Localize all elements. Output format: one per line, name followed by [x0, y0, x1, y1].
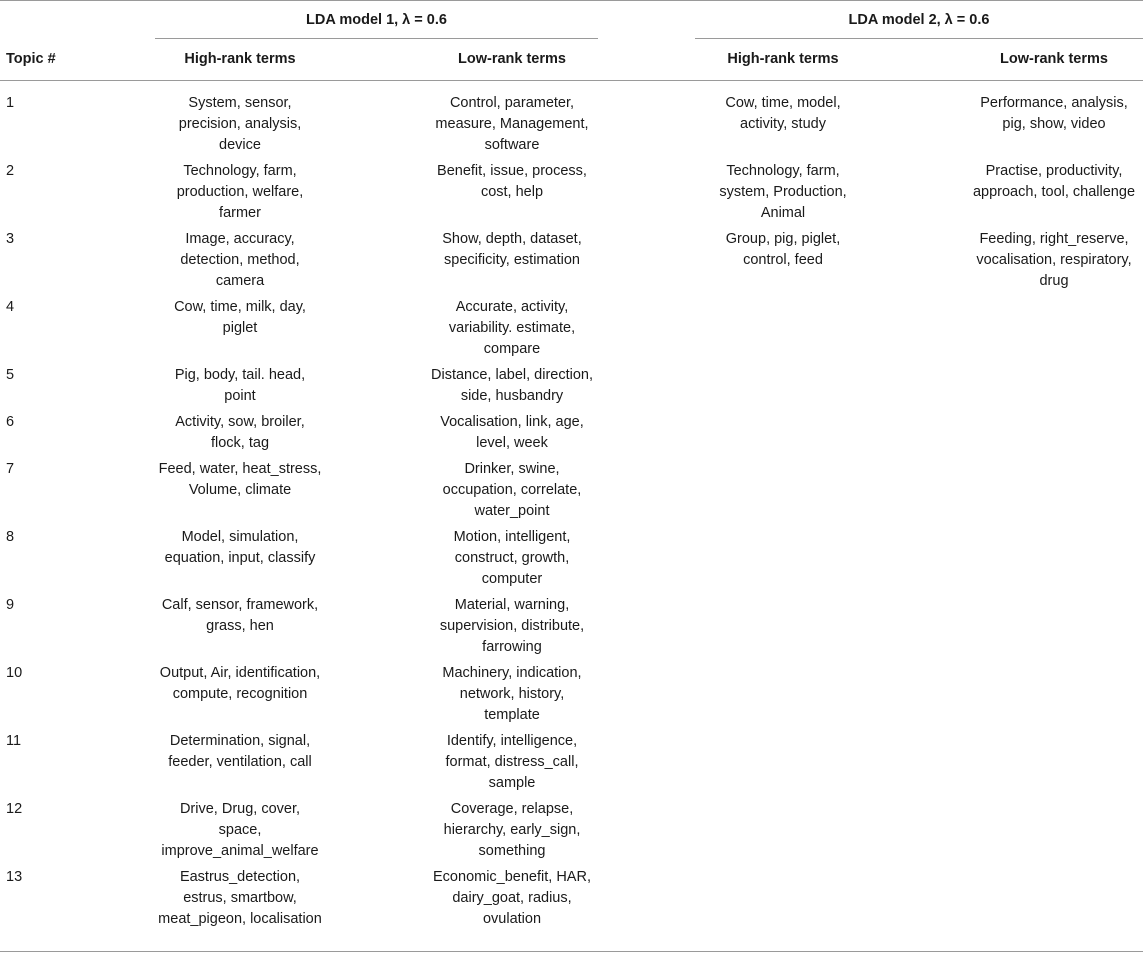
- cell-line: Coverage, relapse,: [450, 801, 574, 817]
- cell-topic-number: 10: [6, 665, 23, 681]
- cell-line: network, history,: [459, 686, 565, 702]
- group-rule-model-1: [155, 38, 598, 39]
- cell-m1-high: [140, 799, 340, 862]
- cell-m2-high: [683, 93, 883, 135]
- cell-m1-low: [412, 93, 612, 156]
- cell-line: Show, depth, dataset,: [442, 231, 582, 247]
- cell-topic-number: 2: [6, 163, 15, 179]
- cell-line: Output, Air, identification,: [159, 665, 321, 681]
- cell-line: Pig, body, tail. head,: [174, 367, 306, 383]
- cell-line: Vocalisation, link, age,: [440, 414, 584, 430]
- group-rule-model-2: [695, 38, 1143, 39]
- cell-m1-high: [140, 731, 340, 773]
- cell-line: Feeding, right_reserve,: [979, 231, 1129, 247]
- cell-m2-low: [954, 161, 1143, 203]
- cell-m1-low: [412, 161, 612, 203]
- cell-line: occupation, correlate,: [442, 482, 582, 498]
- cell-line: Distance, label, direction,: [431, 367, 593, 383]
- col-header-m2-low: Low-rank terms: [1000, 51, 1108, 67]
- cell-line: pig, show, video: [1002, 116, 1106, 132]
- cell-line: Drive, Drug, cover,: [179, 801, 301, 817]
- cell-m1-high: [140, 663, 340, 705]
- cell-line: Cow, time, model,: [725, 95, 841, 111]
- cell-line: Group, pig, piglet,: [725, 231, 841, 247]
- cell-m1-low: [412, 229, 612, 271]
- cell-line: level, week: [476, 435, 548, 451]
- cell-line: farrowing: [482, 639, 542, 655]
- cell-line: Benefit, issue, process,: [437, 163, 587, 179]
- cell-line: Determination, signal,: [169, 733, 311, 749]
- cell-m1-low: [412, 527, 612, 590]
- cell-line: drug: [1039, 273, 1069, 289]
- cell-m1-high: [140, 161, 340, 224]
- cell-topic-number: 13: [6, 869, 23, 885]
- cell-line: hierarchy, early_sign,: [443, 822, 581, 838]
- col-header-m1-low: Low-rank terms: [458, 51, 566, 67]
- cell-line: flock, tag: [210, 435, 270, 451]
- cell-m1-low: [412, 867, 612, 930]
- cell-line: piglet: [222, 320, 258, 336]
- bottom-rule: [0, 951, 1143, 952]
- cell-topic-number: 1: [6, 95, 15, 111]
- cell-line: Accurate, activity,: [455, 299, 569, 315]
- cell-line: Feed, water, heat_stress,: [158, 461, 322, 477]
- cell-line: compute, recognition: [172, 686, 308, 702]
- cell-line: Motion, intelligent,: [453, 529, 571, 545]
- cell-line: approach, tool, challenge: [972, 184, 1136, 200]
- cell-m1-high: [140, 595, 340, 637]
- group-header-model-2: LDA model 2, λ = 0.6: [848, 12, 990, 28]
- cell-line: Image, accuracy,: [185, 231, 295, 247]
- cell-topic-number: 8: [6, 529, 15, 545]
- cell-line: Drinker, swine,: [464, 461, 560, 477]
- cell-m1-low: [412, 663, 612, 726]
- cell-line: template: [484, 707, 540, 723]
- cell-line: Technology, farm,: [726, 163, 840, 179]
- cell-topic-number: 4: [6, 299, 15, 315]
- cell-m1-high: [140, 229, 340, 292]
- cell-line: Practise, productivity,: [985, 163, 1123, 179]
- cell-line: equation, input, classify: [164, 550, 316, 566]
- cell-line: Volume, climate: [188, 482, 292, 498]
- cell-topic-number: 3: [6, 231, 15, 247]
- cell-line: construct, growth,: [454, 550, 570, 566]
- col-header-m1-high: High-rank terms: [184, 51, 296, 67]
- cell-m1-high: [140, 365, 340, 407]
- cell-line: point: [224, 388, 256, 404]
- cell-line: Cow, time, milk, day,: [174, 299, 306, 315]
- cell-topic-number: 6: [6, 414, 15, 430]
- cell-line: computer: [481, 571, 543, 587]
- cell-m1-low: [412, 297, 612, 360]
- cell-line: detection, method,: [180, 252, 300, 268]
- cell-line: variability. estimate,: [448, 320, 576, 336]
- cell-topic-number: 12: [6, 801, 23, 817]
- cell-line: Control, parameter,: [449, 95, 575, 111]
- cell-line: device: [219, 137, 261, 153]
- cell-m1-low: [412, 595, 612, 658]
- col-header-m2-high: High-rank terms: [727, 51, 839, 67]
- cell-line: cost, help: [480, 184, 544, 200]
- cell-line: Economic_benefit, HAR,: [433, 869, 591, 885]
- cell-topic-number: 9: [6, 597, 15, 613]
- cell-line: Activity, sow, broiler,: [175, 414, 305, 430]
- cell-m1-high: [140, 93, 340, 156]
- cell-line: supervision, distribute,: [439, 618, 585, 634]
- cell-m1-high: [140, 867, 340, 930]
- cell-line: farmer: [219, 205, 261, 221]
- header-rule: [0, 80, 1143, 81]
- cell-line: precision, analysis,: [178, 116, 302, 132]
- cell-line: grass, hen: [206, 618, 274, 634]
- cell-m1-low: [412, 412, 612, 454]
- cell-line: estrus, smartbow,: [183, 890, 297, 906]
- cell-line: Eastrus_detection,: [179, 869, 301, 885]
- cell-line: feeder, ventilation, call: [168, 754, 312, 770]
- cell-line: something: [478, 843, 546, 859]
- cell-m1-low: [412, 365, 612, 407]
- cell-line: sample: [488, 775, 536, 791]
- cell-topic-number: 5: [6, 367, 15, 383]
- top-rule: [0, 0, 1143, 1]
- cell-m2-low: [954, 93, 1143, 135]
- cell-line: Animal: [760, 205, 806, 221]
- cell-line: Model, simulation,: [181, 529, 299, 545]
- cell-line: format, distress_call,: [445, 754, 579, 770]
- cell-line: vocalisation, respiratory,: [976, 252, 1132, 268]
- cell-line: production, welfare,: [176, 184, 304, 200]
- cell-m2-low: [954, 229, 1143, 292]
- cell-line: activity, study: [740, 116, 826, 132]
- cell-line: improve_animal_welfare: [161, 843, 319, 859]
- cell-line: Material, warning,: [454, 597, 570, 613]
- group-header-model-1: LDA model 1, λ = 0.6: [306, 12, 447, 28]
- cell-m1-high: [140, 459, 340, 501]
- cell-line: control, feed: [743, 252, 823, 268]
- cell-topic-number: 7: [6, 461, 15, 477]
- cell-line: side, husbandry: [460, 388, 564, 404]
- cell-line: Identify, intelligence,: [446, 733, 578, 749]
- cell-m1-high: [140, 527, 340, 569]
- cell-m1-low: [412, 799, 612, 862]
- cell-line: Technology, farm,: [183, 163, 297, 179]
- cell-line: software: [484, 137, 540, 153]
- cell-m1-low: [412, 459, 612, 522]
- cell-m1-high: [140, 297, 340, 339]
- cell-line: System, sensor,: [188, 95, 292, 111]
- cell-m2-high: [683, 161, 883, 224]
- cell-line: Performance, analysis,: [980, 95, 1128, 111]
- cell-line: camera: [215, 273, 265, 289]
- cell-line: meat_pigeon, localisation: [158, 911, 322, 927]
- cell-m1-high: [140, 412, 340, 454]
- cell-line: ovulation: [482, 911, 542, 927]
- cell-line: specificity, estimation: [444, 252, 580, 268]
- cell-line: water_point: [474, 503, 550, 519]
- cell-line: space,: [218, 822, 262, 838]
- cell-topic-number: 11: [6, 733, 22, 749]
- cell-line: Calf, sensor, framework,: [161, 597, 319, 613]
- cell-line: compare: [483, 341, 541, 357]
- cell-m1-low: [412, 731, 612, 794]
- cell-line: dairy_goat, radius,: [452, 890, 572, 906]
- col-header-topic: Topic #: [6, 51, 56, 67]
- cell-m2-high: [683, 229, 883, 271]
- cell-line: measure, Management,: [435, 116, 589, 132]
- cell-line: Machinery, indication,: [442, 665, 582, 681]
- cell-line: system, Production,: [719, 184, 847, 200]
